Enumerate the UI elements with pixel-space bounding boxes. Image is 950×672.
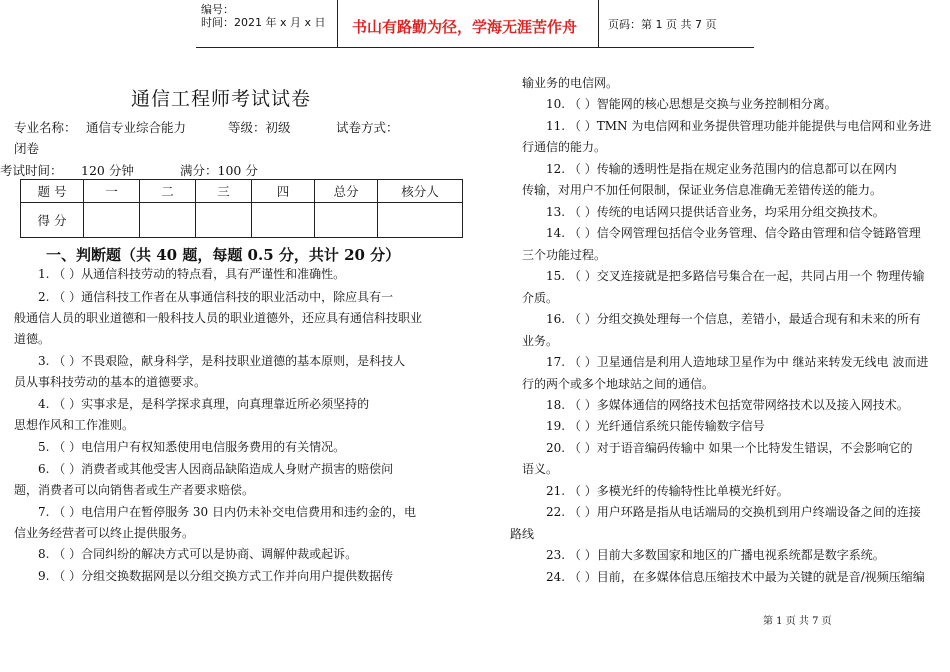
question-line: 13. （ ）传统的电话网只提供话音业务，均采用分组交换技术。 xyxy=(546,205,885,219)
score-row-label: 得 分 xyxy=(21,203,84,238)
question-line: 行通信的能力。 xyxy=(522,140,607,154)
level-label: 等级：初级 xyxy=(228,120,291,135)
header-time-label: 时间：2021 年 x 月 x 日 xyxy=(201,16,326,29)
question-line: 思想作风和工作准则。 xyxy=(14,418,135,432)
question-line: 路线 xyxy=(510,527,535,541)
question-line: 语义。 xyxy=(522,462,559,476)
question-line: 8. （ ）合同纠纷的解决方式可以是协商、调解仲裁或起诉。 xyxy=(38,547,358,561)
question-line: 16. （ ）分组交换处理每一个信息，差错小，最适合现有和未来的所有 xyxy=(546,312,921,326)
score-table-header: 题 号 xyxy=(21,180,84,203)
header-code-label: 编号： xyxy=(201,3,234,16)
question-line: 12. （ ）传输的透明性是指在规定业务范围内的信息都可以在网内 xyxy=(546,162,897,176)
question-line: 介质。 xyxy=(522,291,559,305)
question-line: 业务。 xyxy=(522,334,559,348)
question-line: 5. （ ）电信用户有权知悉使用电信服务费用的有关情况。 xyxy=(38,440,346,454)
section-heading: 一、判断题（共 40 题，每题 0.5 分，共计 20 分） xyxy=(46,246,401,264)
time-label: 考试时间： xyxy=(0,163,63,178)
full-score-label: 满分：100 分 xyxy=(180,163,258,178)
question-line: 20. （ ）对于语音编码传输中 如果一个比特发生错误，不会影响它的 xyxy=(546,441,913,455)
header-divider-right xyxy=(598,0,599,47)
question-line: 题，消费者可以向销售者或生产者要求赔偿。 xyxy=(14,483,255,497)
header-rule xyxy=(196,47,754,48)
exam-title: 通信工程师考试试卷 xyxy=(131,88,312,110)
time-value: 120 分钟 xyxy=(81,163,134,178)
question-line: 9. （ ）分组交换数据网是以分组交换方式工作并向用户提供数据传 xyxy=(38,569,394,583)
question-line: 1. （ ）从通信科技劳动的特点看，具有严谨性和准确性。 xyxy=(38,267,346,281)
question-line: 员从事科技劳动的基本的道德要求。 xyxy=(14,375,207,389)
question-line: 10. （ ）智能网的核心思想是交换与业务控制相分离。 xyxy=(546,97,837,111)
score-cell xyxy=(252,203,315,238)
question-line: 19. （ ）光纤通信系统只能传输数字信号 xyxy=(546,419,765,433)
method-value: 闭卷 xyxy=(14,141,40,156)
score-table xyxy=(20,179,463,238)
header-page-info: 页码：第 1 页 共 7 页 xyxy=(608,18,717,31)
question-line: 3. （ ）不畏艰险，献身科学，是科技职业道德的基本原则，是科技人 xyxy=(38,354,406,368)
score-table-header: 一 xyxy=(84,180,140,203)
question-line: 23. （ ）目前大多数国家和地区的广播电视系统都是数字系统。 xyxy=(546,548,885,562)
score-cell xyxy=(196,203,252,238)
question-line: 14. （ ）信令网管理包括信令业务管理、信令路由管理和信令链路管理 xyxy=(546,226,921,240)
question-line: 7. （ ）电信用户在暂停服务 30 日内仍未补交电信费用和违约金的，电 xyxy=(38,505,416,519)
question-line: 2. （ ）通信科技工作者在从事通信科技的职业活动中，除应具有一 xyxy=(38,290,394,304)
question-line: 道德。 xyxy=(14,332,51,346)
score-table-header: 二 xyxy=(140,180,196,203)
question-line: 行的两个或多个地球站之间的通信。 xyxy=(522,377,715,391)
method-label: 试卷方式： xyxy=(336,120,399,135)
score-table-header: 核分人 xyxy=(378,180,463,203)
question-line: 22. （ ）用户环路是指从电话端局的交换机到用户终端设备之间的连接 xyxy=(546,505,921,519)
question-line: 15. （ ）交叉连接就是把多路信号集合在一起，共同占用一个 物理传输 xyxy=(546,269,925,283)
score-cell xyxy=(84,203,140,238)
question-line: 6. （ ）消费者或其他受害人因商品缺陷造成人身财产损害的赔偿问 xyxy=(38,462,394,476)
score-table-header: 四 xyxy=(252,180,315,203)
question-line: 11. （ ）TMN 为电信网和业务提供管理功能并能提供与电信网和业务进 xyxy=(546,119,932,133)
page-footer: 第 1 页 共 7 页 xyxy=(763,616,832,627)
question-line: 17. （ ）卫星通信是利用人造地球卫星作为中 继站来转发无线电 波而进 xyxy=(546,355,929,369)
score-cell xyxy=(140,203,196,238)
score-table-header: 总分 xyxy=(315,180,378,203)
header-divider-left xyxy=(337,0,338,47)
question-line: 三个功能过程。 xyxy=(522,248,607,262)
score-table-header: 三 xyxy=(196,180,252,203)
question-line: 4. （ ）实事求是，是科学探求真理，向真理靠近所必须坚持的 xyxy=(38,397,370,411)
question-line: 信业务经营者可以终止提供服务。 xyxy=(14,526,195,540)
major-label: 专业名称： xyxy=(14,120,77,135)
question-line: 24. （ ）目前，在多媒体信息压缩技术中最为关键的就是音/视频压缩编 xyxy=(546,570,925,584)
question-line: 21. （ ）多模光纤的传输特性比单模光纤好。 xyxy=(546,484,789,498)
question-line: 输业务的电信网。 xyxy=(522,76,619,90)
score-cell xyxy=(378,203,463,238)
question-line: 般通信人员的职业道德和一般科技人员的职业道德外，还应具有通信科技职业 xyxy=(14,311,423,325)
header-motto: 书山有路勤为径，学海无涯苦作舟 xyxy=(352,18,578,36)
score-cell xyxy=(315,203,378,238)
question-line: 18. （ ）多媒体通信的网络技术包括宽带网络技术以及接入网技术。 xyxy=(546,398,909,412)
question-line: 传输，对用户不加任何限制，保证业务信息准确无差错传送的能力。 xyxy=(522,183,883,197)
major-value: 通信专业综合能力 xyxy=(86,120,187,135)
